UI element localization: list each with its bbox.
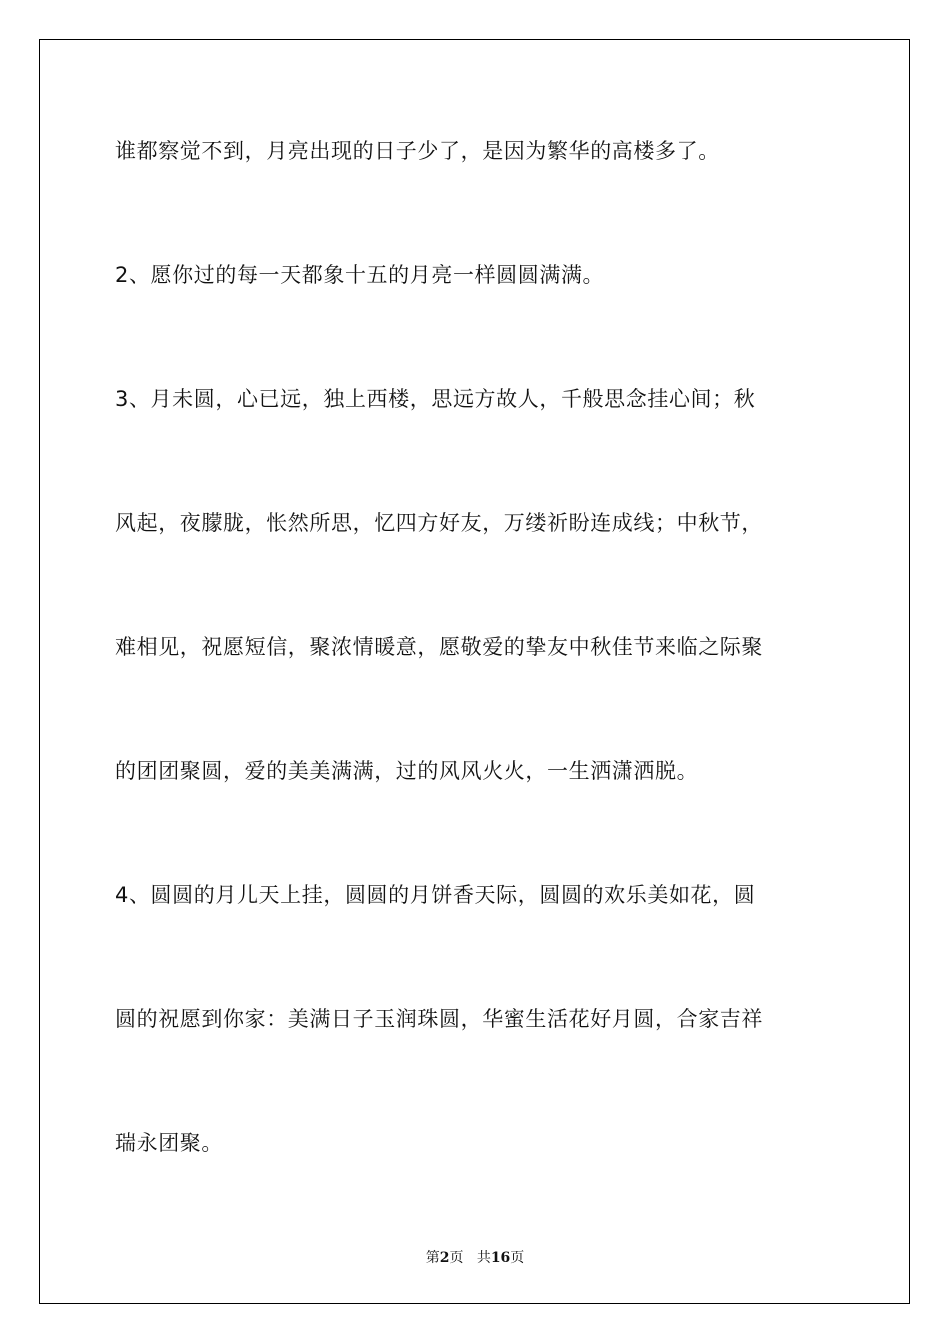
footer-page-prefix: 第 (425, 1250, 440, 1266)
text-line-8: 圆的祝愿到你家：美满日子玉润珠圆，华蜜生活花好月圆，合家吉祥 (115, 1007, 763, 1031)
footer-page-total: 16 (490, 1250, 511, 1266)
text-line-1: 谁都察觉不到，月亮出现的日子少了，是因为繁华的高楼多了。 (115, 139, 720, 163)
text-line-6: 的团团聚圆，爱的美美满满，过的风风火火，一生洒潇洒脱。 (115, 759, 699, 783)
text-line-3: 3、月未圆，心已远，独上西楼，思远方故人，千般思念挂心间；秋 (115, 387, 756, 411)
footer-total-suffix: 页 (510, 1250, 525, 1266)
page-footer (0, 1247, 950, 1267)
footer-total-prefix: 共 (476, 1250, 491, 1266)
text-line-2: 2、愿你过的每一天都象十五的月亮一样圆圆满满。 (115, 263, 605, 287)
footer-page-suffix: 页 (449, 1250, 464, 1266)
text-line-7: 4、圆圆的月儿天上挂，圆圆的月饼香天际，圆圆的欢乐美如花，圆 (115, 883, 756, 907)
footer-page-current: 2 (439, 1250, 450, 1266)
page-border (39, 39, 910, 1304)
text-line-5: 难相见，祝愿短信，聚浓情暖意，愿敬爱的挚友中秋佳节来临之际聚 (115, 635, 763, 659)
text-line-9: 瑞永团聚。 (115, 1131, 223, 1155)
text-line-4: 风起，夜朦胧，怅然所思，忆四方好友，万缕祈盼连成线；中秋节， (115, 511, 763, 535)
